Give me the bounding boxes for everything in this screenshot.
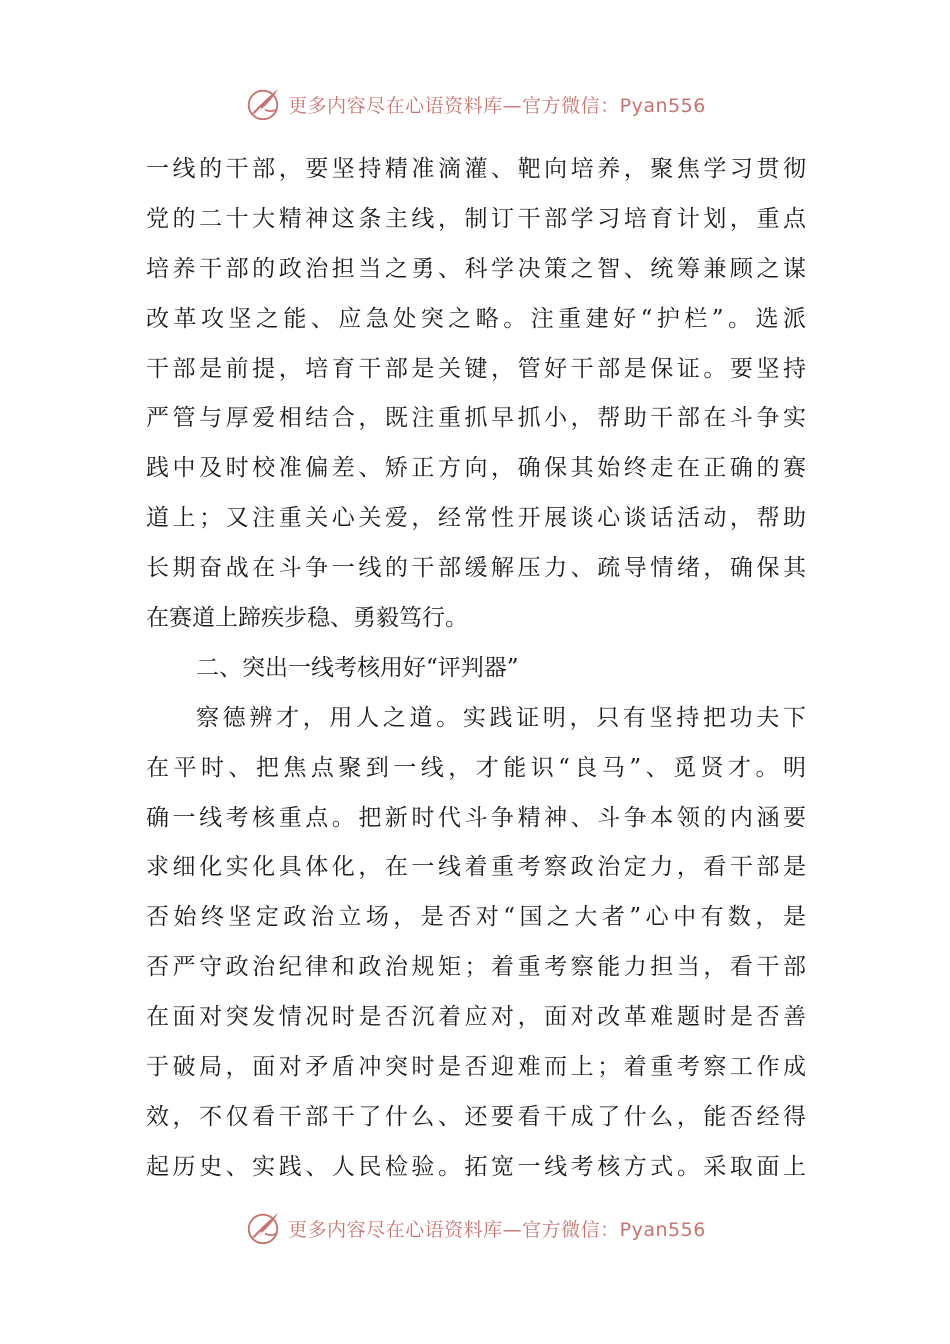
section-heading: 二、突出一线考核用好“评判器”	[196, 654, 519, 681]
footer-watermark-banner	[0, 1208, 950, 1248]
quill-pen-circle-icon	[244, 85, 282, 123]
body-line-7: 践中及时校准偏差、矫正方向，确保其始终走在正确的赛	[146, 455, 806, 482]
body-line-20: 效，不仅看干部干了什么、还要看干成了什么，能否经得	[146, 1103, 806, 1130]
footer-banner-text: 更多内容尽在心语资料库—官方微信：Pyan556	[288, 1218, 706, 1241]
header-banner-text: 更多内容尽在心语资料库—官方微信：Pyan556	[288, 94, 706, 117]
body-line-16: 否始终坚定政治立场，是否对“国之大者”心中有数，是	[146, 904, 806, 931]
body-line-15: 求细化实化具体化，在一线着重考察政治定力，看干部是	[146, 854, 806, 881]
body-line-10: 在赛道上蹄疾步稳、勇毅笃行。	[146, 605, 468, 632]
body-line-5: 干部是前提，培育干部是关键，管好干部是保证。要坚持	[146, 355, 806, 382]
body-line-1: 一线的干部，要坚持精准滴灌、靶向培养，聚焦学习贯彻	[146, 156, 806, 182]
body-line-21: 起历史、实践、人民检验。拓宽一线考核方式。采取面上	[146, 1153, 806, 1180]
body-line-19: 于破局，面对矛盾冲突时是否迎难而上；着重考察工作成	[146, 1054, 806, 1081]
body-line-8: 道上；又注重关心关爱，经常性开展谈心谈话活动，帮助	[146, 505, 806, 532]
body-line-12: 察德辨才，用人之道。实践证明，只有坚持把功夫下	[196, 704, 806, 731]
body-line-17: 否严守政治纪律和政治规矩；着重考察能力担当，看干部	[146, 954, 806, 981]
body-line-6: 严管与厚爱相结合，既注重抓早抓小，帮助干部在斗争实	[146, 405, 806, 432]
document-body	[146, 145, 806, 1193]
header-watermark-banner	[0, 84, 950, 124]
body-line-14: 确一线考核重点。把新时代斗争精神、斗争本领的内涵要	[146, 804, 806, 831]
body-line-2: 党的二十大精神这条主线，制订干部学习培育计划，重点	[146, 205, 806, 232]
quill-pen-circle-icon	[244, 1209, 282, 1247]
body-line-9: 长期奋战在斗争一线的干部缓解压力、疏导情绪，确保其	[146, 555, 806, 582]
body-line-4: 改革攻坚之能、应急处突之略。注重建好“护栏”。选派	[146, 305, 806, 332]
body-line-13: 在平时、把焦点聚到一线，才能识“良马”、觅贤才。明	[146, 754, 806, 781]
body-line-3: 培养干部的政治担当之勇、科学决策之智、统筹兼顾之谋	[146, 255, 806, 282]
body-line-18: 在面对突发情况时是否沉着应对，面对改革难题时是否善	[146, 1004, 806, 1031]
